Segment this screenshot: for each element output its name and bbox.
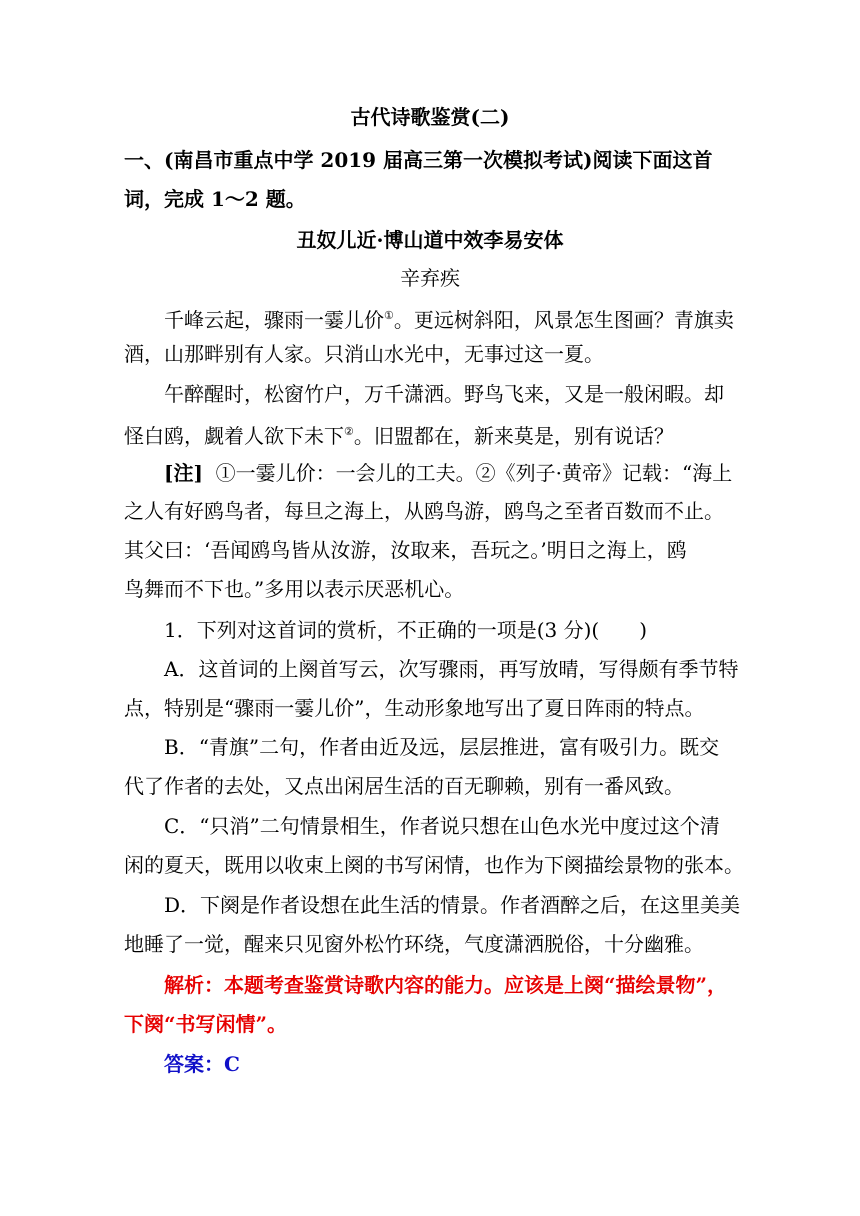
poem-stanza1-line2: 酒，山那畔别有人家。只消山水光中，无事过这一夏。 xyxy=(124,342,604,366)
footnote-marker-2: ② xyxy=(344,425,354,438)
poem-text: 千峰云起，骤雨一霎儿价 xyxy=(164,308,384,332)
section-heading-line-2: 词，完成 1～2 题。 xyxy=(124,187,306,211)
option-c-line-2: 闲的夏天，既用以收束上阕的书写闲情，也作为下阕描绘景物的张本。 xyxy=(124,853,744,877)
poem-stanza2-line2 xyxy=(124,418,674,450)
answer-line xyxy=(164,1050,240,1078)
option-b-line-2: 代了作者的去处，又点出闲居生活的百无聊赖，别有一番风致。 xyxy=(124,774,684,798)
note-line-4: 鸟舞而不下也。”多用以表示厌恶机心。 xyxy=(124,577,465,601)
poem-stanza2-line1: 午醉醒时，松窗竹户，万千潇洒。野鸟飞来，又是一般闲暇。却 xyxy=(164,382,724,406)
poem-text: 怪白鸥，觑着人欲下未下 xyxy=(124,424,344,448)
option-b-line-1: B．“青旗”二句，作者由近及远，层层推进，富有吸引力。既交 xyxy=(164,735,720,759)
page-title: 古代诗歌鉴赏(二) xyxy=(350,105,510,129)
poem-text: 。旧盟都在，新来莫是，别有说话？ xyxy=(353,424,674,448)
answer-value: C xyxy=(224,1052,240,1076)
poem-text: 。更远树斜阳，风景怎生图画？青旗卖 xyxy=(393,308,734,332)
option-a-line-1: A．这首词的上阕首写云，次写骤雨，再写放晴，写得颇有季节特 xyxy=(164,657,739,681)
note-line-3: 其父曰：‘吾闻鸥鸟皆从汝游，汝取来，吾玩之。’明日之海上，鸥 xyxy=(124,538,687,562)
option-a-line-2: 点，特别是“骤雨一霎儿价”，生动形象地写出了夏日阵雨的特点。 xyxy=(124,696,705,720)
analysis-line-1: 解析：本题考查鉴赏诗歌内容的能力。应该是上阕“描绘景物”， xyxy=(164,973,728,997)
answer-label: 答案： xyxy=(164,1052,224,1076)
option-c-line-1: C．“只消”二句情景相生，作者说只想在山色水光中度过这个清 xyxy=(164,814,720,838)
section-heading-line-1: 一、(南昌市重点中学 2019 届高三第一次模拟考试)阅读下面这首 xyxy=(124,148,713,172)
footnote-marker-1: ① xyxy=(384,309,394,322)
note-text: ①一霎儿价：一会儿的工夫。②《列子·黄帝》记载：“海上 xyxy=(215,461,733,485)
note-line-2: 之人有好鸥鸟者，每旦之海上，从鸥鸟游，鸥鸟之至者百数而不止。 xyxy=(124,499,724,523)
analysis-line-2: 下阕“书写闲情”。 xyxy=(124,1012,288,1036)
poem-author: 辛弃疾 xyxy=(400,266,460,290)
option-d-line-2: 地睡了一觉，醒来只见窗外松竹环绕，气度潇洒脱俗，十分幽雅。 xyxy=(124,932,704,956)
note-line-1 xyxy=(164,459,732,487)
poem-title: 丑奴儿近·博山道中效李易安体 xyxy=(296,228,564,252)
question-stem: 1．下列对这首词的赏析，不正确的一项是(3 分)( ) xyxy=(164,618,648,642)
option-d-line-1: D．下阕是作者设想在此生活的情景。作者酒醉之后，在这里美美 xyxy=(164,893,741,917)
poem-stanza1-line1 xyxy=(164,302,734,334)
note-label: [注] xyxy=(164,461,203,485)
